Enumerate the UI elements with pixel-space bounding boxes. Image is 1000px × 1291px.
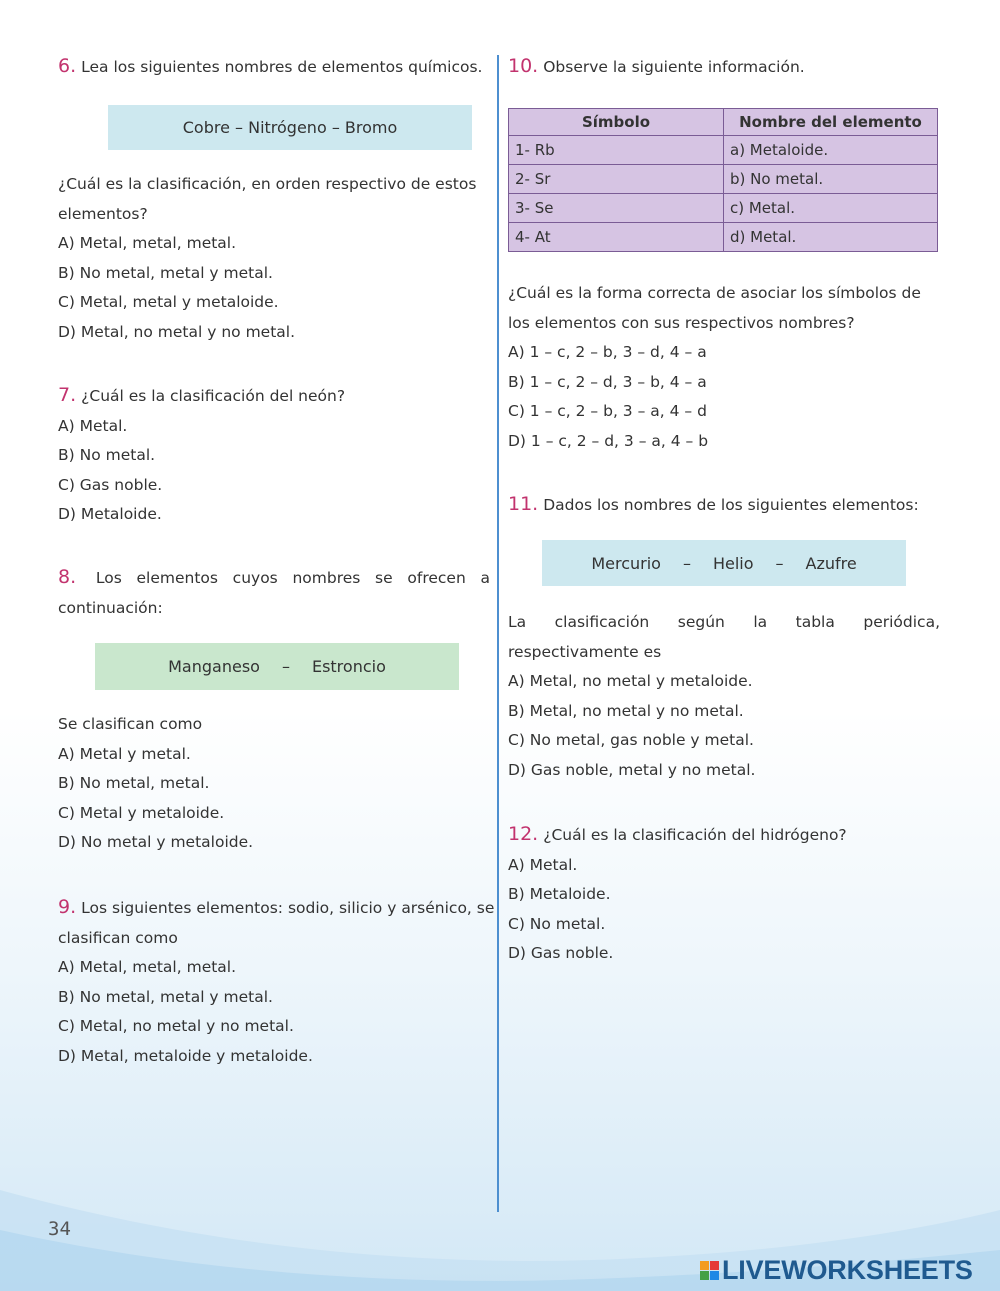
table-cell: 2- Sr xyxy=(509,165,724,194)
question-8-body xyxy=(58,710,490,858)
question-12-prompt: 12. ¿Cuál es la clasificación del hidrógeno? xyxy=(508,823,847,845)
table-cell: d) Metal. xyxy=(724,223,938,252)
option-b[interactable]: B) No metal, metal y metal. xyxy=(58,987,273,1006)
table-cell: 1- Rb xyxy=(509,136,724,165)
option-d[interactable]: D) 1 – c, 2 – d, 3 – a, 4 – b xyxy=(508,431,709,450)
question-7-prompt: 7. ¿Cuál es la clasificación del neón? xyxy=(58,384,346,406)
question-10 xyxy=(508,52,940,83)
question-lead: La clasificación según la tabla periódica, xyxy=(508,613,940,631)
option-a[interactable]: A) Metal, metal, metal. xyxy=(58,234,237,252)
table-row xyxy=(509,165,938,194)
table-row xyxy=(509,194,938,223)
table-cell: c) Metal. xyxy=(724,194,938,223)
symbol-table xyxy=(508,108,938,252)
option-d[interactable]: D) Gas noble. xyxy=(508,944,614,962)
option-c[interactable]: C) No metal, gas noble y metal. xyxy=(508,731,754,749)
elements-box-q11: Mercurio – Helio – Azufre xyxy=(542,540,906,586)
table-row xyxy=(509,136,938,165)
table-header-row xyxy=(509,109,938,136)
question-9-prompt: 9. Los siguientes elementos: sodio, silicio y arsénico, se xyxy=(58,896,495,918)
option-c[interactable]: C) No metal. xyxy=(508,914,606,933)
table-row xyxy=(509,223,938,252)
question-text: ¿Cuál es la forma correcta de asociar los símbolos de xyxy=(508,284,921,302)
table-header: Nombre del elemento xyxy=(724,109,938,136)
option-a[interactable]: A) Metal. xyxy=(508,855,578,874)
question-6 xyxy=(58,52,490,83)
question-11-prompt: 11. Dados los nombres de los siguientes elementos: xyxy=(508,493,919,515)
option-b[interactable]: B) Metaloide. xyxy=(508,885,611,903)
question-lead: Se clasifican como xyxy=(58,715,203,733)
option-d[interactable]: D) Metaloide. xyxy=(58,505,162,523)
option-a[interactable]: A) Metal y metal. xyxy=(58,744,191,763)
question-number: 7. xyxy=(58,384,77,406)
option-a[interactable]: A) Metal. xyxy=(58,416,128,435)
option-a[interactable]: A) Metal, metal, metal. xyxy=(58,958,237,976)
option-d[interactable]: D) Metal, no metal y no metal. xyxy=(58,322,296,341)
elements-box-q8: Manganeso – Estroncio xyxy=(95,643,459,690)
option-d[interactable]: D) Gas noble, metal y no metal. xyxy=(508,760,756,779)
question-6-prompt: 6. Lea los siguientes nombres de elementos químicos. xyxy=(58,55,483,77)
question-text: clasifican como xyxy=(58,928,178,947)
table-cell: a) Metaloide. xyxy=(724,136,938,165)
question-11 xyxy=(508,490,940,521)
logo-icon xyxy=(700,1261,719,1280)
question-8-prompt: 8. Los elementos cuyos nombres se ofrecen a xyxy=(58,566,490,588)
question-12 xyxy=(508,820,940,969)
option-c[interactable]: C) Gas noble. xyxy=(58,475,163,494)
question-text: los elementos con sus respectivos nombres? xyxy=(508,313,855,332)
question-text: continuación: xyxy=(58,598,163,617)
option-c[interactable]: C) 1 – c, 2 – b, 3 – a, 4 – d xyxy=(508,402,707,420)
question-7 xyxy=(58,381,490,530)
table-cell: 4- At xyxy=(509,223,724,252)
question-9 xyxy=(58,893,495,1071)
question-11-body xyxy=(508,608,940,785)
option-c[interactable]: C) Metal, metal y metaloide. xyxy=(58,293,279,311)
option-a[interactable]: A) 1 – c, 2 – b, 3 – d, 4 – a xyxy=(508,343,707,361)
question-8 xyxy=(58,563,490,623)
option-b[interactable]: B) No metal. xyxy=(58,446,156,464)
question-6-body xyxy=(58,170,490,347)
option-b[interactable]: B) Metal, no metal y no metal. xyxy=(508,701,744,720)
question-number: 6. xyxy=(58,55,77,77)
question-number: 12. xyxy=(508,823,539,845)
option-d[interactable]: D) Metal, metaloide y metaloide. xyxy=(58,1046,313,1065)
question-lead: respectivamente es xyxy=(508,642,662,661)
question-text: elementos? xyxy=(58,204,148,223)
option-b[interactable]: B) No metal, metal y metal. xyxy=(58,263,273,282)
table-cell: b) No metal. xyxy=(724,165,938,194)
page-number: 34 xyxy=(48,1218,71,1240)
question-number: 8. xyxy=(58,566,77,588)
option-b[interactable]: B) No metal, metal. xyxy=(58,774,210,792)
table-header: Símbolo xyxy=(509,109,724,136)
question-10-body xyxy=(508,279,940,456)
elements-box-q6: Cobre – Nitrógeno – Bromo xyxy=(108,105,472,150)
option-a[interactable]: A) Metal, no metal y metaloide. xyxy=(508,672,753,690)
question-10-prompt: 10. Observe la siguiente información. xyxy=(508,55,805,77)
question-number: 11. xyxy=(508,493,539,515)
table-cell: 3- Se xyxy=(509,194,724,223)
liveworksheets-logo[interactable] xyxy=(700,1255,973,1286)
option-c[interactable]: C) Metal, no metal y no metal. xyxy=(58,1017,294,1035)
option-d[interactable]: D) No metal y metaloide. xyxy=(58,833,254,851)
column-divider xyxy=(497,55,499,1212)
option-b[interactable]: B) 1 – c, 2 – d, 3 – b, 4 – a xyxy=(508,372,707,391)
question-number: 9. xyxy=(58,896,77,918)
brand-name: LIVEWORKSHEETS xyxy=(722,1255,973,1285)
question-number: 10. xyxy=(508,55,539,77)
option-c[interactable]: C) Metal y metaloide. xyxy=(58,803,225,822)
question-text: ¿Cuál es la clasificación, en orden respectivo de estos xyxy=(58,175,477,193)
